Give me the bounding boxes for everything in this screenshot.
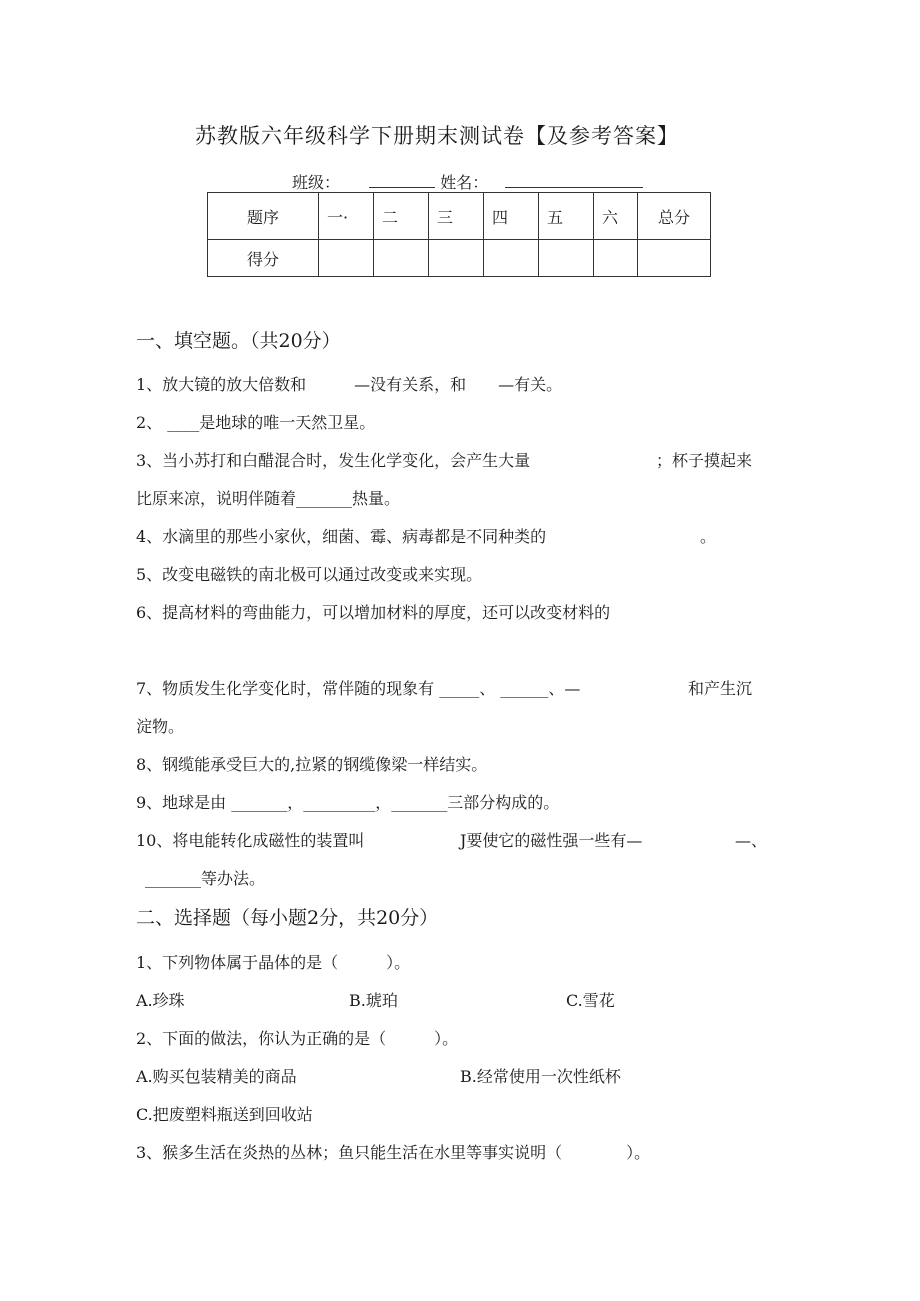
score-table-header-row <box>208 193 711 240</box>
score-header-cell: 三 <box>429 193 484 240</box>
score-cell[interactable] <box>374 240 429 277</box>
score-header-cell: 四 <box>484 193 539 240</box>
score-cell[interactable] <box>484 240 539 277</box>
question-9: 9、地球是由 _______，_________，_______三部分构成的。 <box>136 793 560 812</box>
score-cell[interactable] <box>594 240 638 277</box>
question-6: 6、提高材料的弯曲能力，可以增加材料的厚度，还可以改变材料的 <box>136 603 611 622</box>
score-row-label: 得分 <box>208 240 319 277</box>
question-3-part-1: 3、当小苏打和白醋混合时，发生化学变化，会产生大量 <box>136 451 531 470</box>
section-heading-fill-blank: 一、填空题。（共20分） <box>136 330 341 352</box>
score-header-cell: 二 <box>374 193 429 240</box>
question-10-part-4: _______等办法。 <box>145 869 266 888</box>
student-info <box>292 170 643 193</box>
question-2: 2、 ____是地球的唯一天然卫星。 <box>136 413 376 432</box>
score-table-score-row <box>208 240 711 277</box>
question-7-part-1: 7、物质发生化学变化时，常伴随的现象有 _____、 ______、— <box>136 679 581 698</box>
question-10-part-3: —、 <box>735 831 768 850</box>
score-header-cell: 总分 <box>638 193 711 240</box>
name-blank[interactable] <box>505 171 643 188</box>
score-cell[interactable] <box>539 240 594 277</box>
mc-q2-option-b[interactable]: B.经常使用一次性纸杯 <box>460 1067 621 1086</box>
score-cell[interactable] <box>319 240 374 277</box>
question-3-part-3: 比原来凉，说明伴随着_______热量。 <box>136 489 401 508</box>
question-7-part-2: 和产生沉 <box>688 679 753 698</box>
question-7-part-3: 淀物。 <box>136 717 185 736</box>
mc-q2-option-a[interactable]: A.购买包装精美的商品 <box>136 1067 297 1086</box>
question-3-part-2: ；杯子摸起来 <box>656 451 753 470</box>
mc-question-1: 1、下列物体属于晶体的是（ ）。 <box>136 953 411 972</box>
score-header-cell: 题序 <box>208 193 319 240</box>
score-header-cell: 一· <box>319 193 374 240</box>
score-table <box>207 192 711 277</box>
question-10-part-2: J要使它的磁性强一些有— <box>460 831 643 850</box>
question-10-part-1: 10、将电能转化成磁性的装置叫 <box>136 831 365 850</box>
mc-question-2: 2、下面的做法，你认为正确的是（ ）。 <box>136 1029 459 1048</box>
score-header-cell: 六 <box>594 193 638 240</box>
question-1: 1、放大镜的放大倍数和 —没有关系，和 —有关。 <box>136 375 563 394</box>
score-cell[interactable] <box>638 240 711 277</box>
question-4-part-2: 。 <box>700 527 717 546</box>
page-title: 苏教版六年级科学下册期末测试卷【及参考答案】 <box>195 124 679 148</box>
mc-q1-option-a[interactable]: A.珍珠 <box>136 991 185 1010</box>
name-label: 姓名： <box>440 173 489 192</box>
class-blank[interactable] <box>369 171 435 188</box>
score-cell[interactable] <box>429 240 484 277</box>
question-4-part-1: 4、水滴里的那些小家伙，细菌、霉、病毒都是不同种类的 <box>136 527 547 546</box>
section-heading-multiple-choice: 二、选择题（每小题2分，共20分） <box>136 907 439 929</box>
mc-q2-option-c[interactable]: C.把废塑料瓶送到回收站 <box>136 1105 313 1124</box>
question-5: 5、改变电磁铁的南北极可以通过改变或来实现。 <box>136 565 483 584</box>
score-header-cell: 五 <box>539 193 594 240</box>
class-label: 班级： <box>292 173 341 192</box>
mc-q1-option-c[interactable]: C.雪花 <box>566 991 615 1010</box>
mc-q1-option-b[interactable]: B.琥珀 <box>349 991 398 1010</box>
mc-question-3: 3、猴多生活在炎热的丛林；鱼只能生活在水里等事实说明（ ）。 <box>136 1143 651 1162</box>
question-8: 8、钢缆能承受巨大的,拉紧的钢缆像梁一样结实。 <box>136 755 488 774</box>
